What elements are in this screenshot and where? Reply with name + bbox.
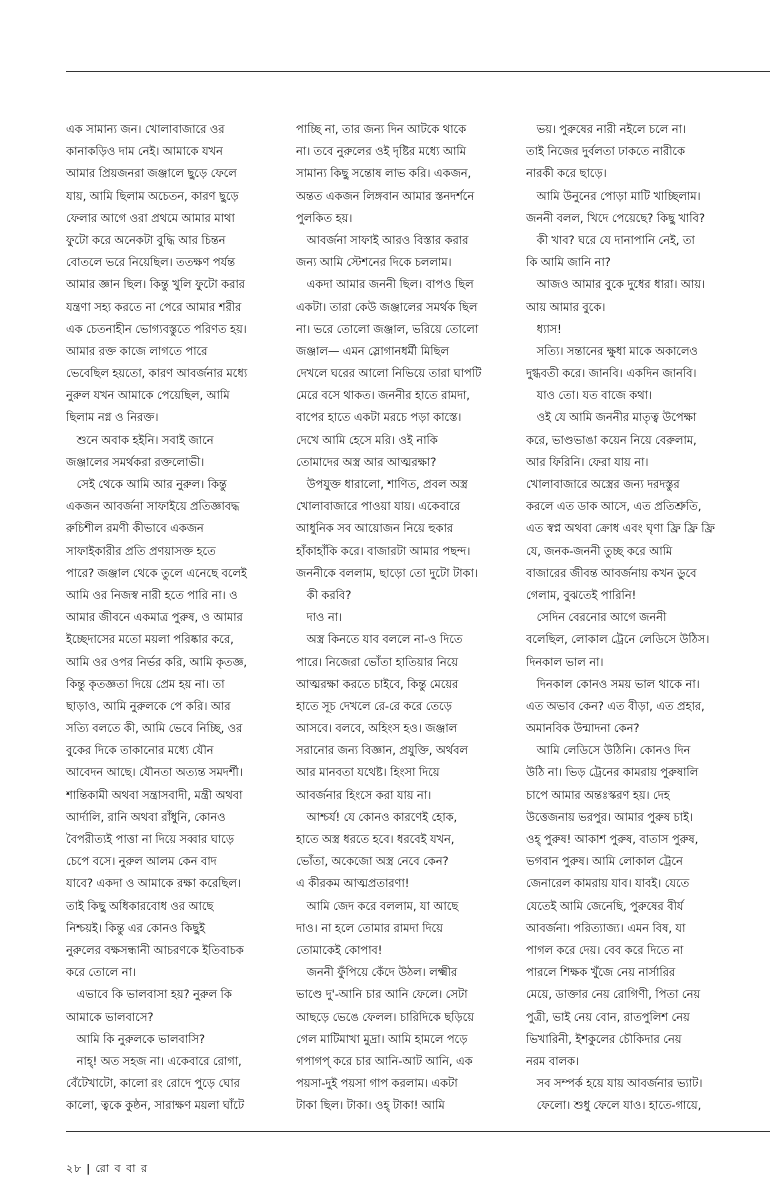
text-line: সত্যি বলতে কী, আমি ভেবে নিচ্ছি, ওর [66,721,243,736]
text-line: বৈপরীত্যই পাত্তা না দিয়ে সব্বার ঘাড়ে [66,832,234,846]
text-line: নরম বালক। [526,1053,579,1068]
text-line: পাচ্ছি না, তার জন্য দিন আটকে থাকে [296,122,467,136]
text-line: আমাকে ভালবাসে? [66,1009,154,1024]
text-line: বোতলে ভরে নিয়েছিল। ততক্ষণ পর্যন্ত [66,255,235,270]
text-line: চেপে বসে। নুরুল আলম কেন বাদ [66,854,217,869]
text-line: ইচ্ছেদাসের মতো ময়লা পরিষ্কার করে, [66,632,234,647]
text-line: শান্তিকামী অথবা সন্ত্রাসবাদী, মন্ত্রী অথবা [66,787,243,802]
text-line: করলে এত ডাক আসে, এত প্রতিশ্রুতি, [526,499,702,514]
text-line: তাই কিছু অধিকারবোধ ওর আছে [66,898,214,913]
text-line: দেখলে ঘরের আলো নিভিয়ে তারা ঘাপটি [296,366,482,381]
text-line: আমি ওর নিজস্ব নারী হতে পারি না। ও [66,587,238,602]
text-line: আর ফিরিনি। ফেরা যায় না। [526,454,649,469]
text-line: এক সামান্য জন। খোলাবাজারে ওর [66,122,225,136]
text-line: নাহ্! অত সহজ না। একেবারে রোগা, [66,1053,242,1068]
text-line: শুনে অবাক হইনি। সবাই জানে [66,432,214,447]
text-line: অস্ত্র কিনতে যাব বললে না-ও দিতে [296,632,463,647]
text-line: ফেলার আগে ওরা প্রথমে আমার মাথা [66,210,235,225]
text-line: যাও তো। যত বাজে কথা। [526,388,652,403]
text-line [526,1116,742,1118]
text-line: ফেলো। শুধু ফেলে যাও। হাতে-গায়ে, [526,1098,702,1113]
header-rule [66,71,770,72]
text-line: হাতে সূচ দেখলে রে-রে করে তেড়ে [296,698,452,713]
page-footer [66,1160,148,1179]
text-line: আছড়ে ভেঙে ফেলল। চারিদিকে ছড়িয়ে [296,1009,474,1024]
text-line: যন্ত্রণা সহ্য করতে না পেরে আমার শরীর [66,299,242,314]
text-column-1 [66,118,282,1118]
text-line: যেতেই আমি জেনেছি, পুরুষের বীর্য [526,898,684,913]
text-line: কী করবি? [296,587,352,602]
text-line: এক চেতনাহীন ভোগ্যবস্তুতে পরিণত হয়। [66,321,247,336]
text-line [66,1116,282,1118]
text-line: উত্তেজনায় ভরপুর। আমার পুরুষ চাই। [526,809,693,824]
text-line: দাও। না হলে তোমার রামদা দিয়ে [296,920,443,935]
text-line: অমানবিক উন্মাদনা কেন? [526,721,640,736]
text-line: উঠি না। ভিড় ট্রেনের কামরায় পুরুষালি [526,765,699,780]
text-line: আধুনিক সব আয়োজন নিয়ে হুকার [296,521,454,536]
text-line: আশ্চর্য! যে কোনও কারণেই হোক, [296,809,458,824]
text-line: এত স্বপ্ন অথবা ক্রোধ এবং ঘৃণা ফ্রি ফ্রি ফ্রি [526,521,715,536]
text-line: খোলাবাজারে পাওয়া যায়। একেবারে [296,499,461,514]
text-line: কালো, ত্বকে কুষ্ঠন, সারাক্ষণ ময়লা ঘাঁটে [66,1098,245,1113]
text-line: সত্যি। সন্তানের ক্ষুধা মাকে অকালেও [526,343,698,358]
text-line: নুরুলের বক্ষসন্ধানী আচরণকে ইতিবাচক [66,942,244,957]
text-line: আসবে। বলবে, অহিংস হও। জঞ্জাল [296,721,458,736]
text-line: ভয়। পুরুষের নারী নইলে চলে না। [526,122,686,136]
text-line: সাফাইকারীর প্রতি প্রণয়াসক্ত হতে [66,543,216,558]
text-line: তোমাদের অস্ত্র আর আত্মরক্ষা? [296,454,437,469]
text-line: আমি ওর ওপর নির্ভর করি, আমি কৃতজ্ঞ, [66,654,247,669]
text-line: আর্দালি, রানি অথবা রাঁধুনি, কোনও [66,809,226,824]
text-line: করে তোলে না। [66,965,136,980]
page-number: ২৮ [66,1162,83,1175]
text-line: জন্য আমি স্টেশনের দিকে চললাম। [296,255,452,270]
text-line: উপযুক্ত ধারালো, শাণিত, প্রবল অস্ত্র [296,477,468,491]
text-line: জননীকে বললাম, ছাড়ো তো দুটো টাকা। [296,565,478,580]
text-line: বলেছিল, লোকাল ট্রেনে লেডিসে উঠিস। [526,632,710,647]
text-line: ভেবেছিল হয়তো, কারণ আবর্জনার মধ্যে [66,366,248,381]
text-line: পারলে শিক্ষক খুঁজে নেয় নার্সারির [526,965,676,980]
text-line: ছিলাম নগ্ন ও নিরক্ত। [66,410,159,425]
text-line: অন্তত একজন লিঙ্গবান আমার স্তনদর্শনে [296,188,475,203]
text-line: কিন্তু কৃতজ্ঞতা দিয়ে প্রেম হয় না। তা [66,676,225,691]
text-line: ফুটো করে অনেকটা বুদ্ধি আর চিন্তন [66,232,226,247]
text-line: নারকী করে ছাড়ে। [526,166,607,181]
footer-rule [66,1131,770,1132]
text-line: সেই থেকে আমি আর নুরুল। কিন্তু [66,477,227,491]
text-line [296,1116,512,1118]
text-line: মেরে বসে থাকত। জননীর হাতে রামদা, [296,388,470,403]
text-line: আমার রক্ত কাজে লাগতে পারে [66,343,208,358]
text-column-2 [296,118,512,1118]
text-line: আবর্জনার হিংসে করা যায় না। [296,787,432,802]
text-line: জননী ফুঁপিয়ে কেঁদে উঠল। লক্ষ্মীর [296,965,458,980]
text-line: একটা। তারা কেউ জঞ্জালের সমর্থক ছিল [296,299,478,314]
text-line: ওহ্ পুরুষ! আকাশ পুরুষ, বাতাস পুরুষ, [526,832,699,846]
text-line: বাপের হাতে একটা মরচে পড়া কাস্তে। [296,410,462,425]
text-line: মেয়ে, ডাক্তার নেয় রোগিণী, পিতা নেয় [526,987,701,1002]
text-line: জঞ্জাল— এমন স্লোগানধর্মী মিছিল [296,343,449,358]
text-line: বেঁটেখাটো, কালো রং রোদে পুড়ে ঘোর [66,1076,240,1091]
text-line: আজও আমার বুকে দুধের ধারা। আয়। [526,277,705,292]
text-line: দাও না। [296,610,342,625]
text-line: তোমাকেই কোপাব! [296,942,383,957]
text-line: আয় আমার বুকে। [526,299,606,314]
text-line: পুলকিত হয়। [296,210,353,225]
text-line: যে, জনক-জননী তুচ্ছ করে আমি [526,543,673,558]
text-line: আমার প্রিয়জনরা জঞ্জালে ছুড়ে ফেলে [66,166,237,181]
text-line: জননী বলল, খিদে পেয়েছে? কিছু খাবি? [526,210,705,225]
text-line: ধ্যাস! [526,321,562,336]
text-line: গপাগপ্ করে চার আনি-আট আনি, এক [296,1053,473,1068]
text-line: নুরুল যখন আমাকে পেয়েছিল, আমি [66,388,230,403]
text-line: ভিখারিনী, ইশকুলের চৌকিদার নেয় [526,1031,682,1046]
text-line: খোলাবাজারে অস্ত্রের জন্য দরদস্তুর [526,477,680,491]
text-line: করে, ভাণ্ডভাঙা কয়েন নিয়ে বেরুলাম, [526,432,697,447]
text-line: একদা আমার জননী ছিল। বাপও ছিল [296,277,474,292]
text-line: সেদিন বেরনোর আগে জননী [526,610,667,625]
text-line: দুগ্ধবতী করে। জানবি। একদিন জানবি। [526,366,697,381]
text-line: ওই যে আমি জননীর মাতৃত্ব উপেক্ষা [526,410,697,425]
text-line: চাপে আমার অন্তঃস্করণ হয়। দেহ [526,787,670,802]
text-line: দিনকাল কোনও সময় ভাল থাকে না। [526,676,700,691]
text-line: আবর্জনা। পরিত্যাজ্য। এমন বিষ, যা [526,920,686,935]
publication-name: রো ব বা র [95,1162,149,1175]
text-line: ভাণ্ডে দু'-আনি চার আনি ফেলে। সেটা [296,987,468,1002]
text-line: আমি লেডিসে উঠিনি। কোনও দিন [526,743,691,758]
text-line: বুকের দিকে তাকানোর মধ্যে যৌন [66,743,214,758]
text-line: কানাকড়িও দাম নেই। আমাকে যখন [66,144,223,159]
text-line: হাঁকাহাঁকি করে। বাজারটা আমার পছন্দ। [296,543,471,558]
text-line: একজন আবর্জনা সাফাইয়ে প্রতিজ্ঞাবদ্ধ [66,499,240,514]
text-line: আমি উনুনের পোড়া মাটি খাচ্ছিলাম। [526,188,701,203]
text-line: সরানোর জন্য বিজ্ঞান, প্রযুক্তি, অর্থবল [296,743,468,758]
text-line: গেলাম, বুঝতেই পারিনি! [526,587,637,602]
text-line: এত অভাব কেন? এত বীড়া, এত প্রহার, [526,698,705,713]
text-line: গেল মাটিমাখা মুদ্রা। আমি হামলে পড়ে [296,1031,468,1046]
text-line: আমি কি নুরুলকে ভালবাসি? [66,1031,205,1046]
text-line: আমি জেদ করে বললাম, যা আছে [296,898,459,913]
text-line: না। তবে নুরুলের ওই দৃষ্টির মধ্যে আমি [296,144,466,159]
text-line: জেনারেল কামরায় যাব। যাবই। যেতে [526,876,690,891]
text-line: আবেদন আছে। যৌনতা অত্যন্ত সমদর্শী। [66,765,243,780]
text-line: পয়সা-দুই পয়সা গাপ করলাম। একটা [296,1076,458,1091]
text-line: হাতে অস্ত্র ধরতে হবে। ধরবেই যখন, [296,832,455,846]
text-line: রুচিশীল রমণী কীভাবে একজন [66,521,204,536]
footer-separator: | [86,1162,92,1175]
text-line: দিনকাল ভাল না। [526,654,604,669]
text-line: জঞ্জালের সমর্থকরা রক্তলোভী। [66,454,205,469]
text-line: ভোঁতা, অকেজো অস্ত্র নেবে কেন? [296,854,449,869]
text-line: নিশ্চয়ই। কিন্তু এর কোনও কিছুই [66,920,206,935]
text-line: ছাড়াও, আমি নুরুলকে পে করি। আর [66,698,231,713]
text-line: আত্মরক্ষা করতে চাইবে, কিন্তু মেয়ের [296,676,459,691]
text-line: বাজারের জীবন্ত আবর্জনায় কখন ডুবে [526,565,697,580]
text-line: এভাবে কি ভালবাসা হয়? নুরুল কি [66,987,232,1002]
text-line: সব সম্পর্ক হয়ে যায় আবর্জনার ভ্যাট। [526,1076,703,1091]
text-line: পুত্রী, ভাই নেয় বোন, রাতপুলিশ নেয় [526,1009,690,1024]
text-line: না। ভরে তোলো জঞ্জাল, ভরিয়ে তোলো [296,321,479,336]
text-line: পারে? জঞ্জাল থেকে তুলে এনেছে বলেই [66,565,247,580]
article-body [66,118,770,1118]
text-line: আবর্জনা সাফাই আরও বিস্তার করার [296,232,469,247]
text-line: সামান্য কিছু সন্তোষ লাভ করি। একজন, [296,166,472,181]
text-line: কী খাব? ঘরে যে দানাপানি নেই, তা [526,232,695,247]
text-line: যায়, আমি ছিলাম অচেতন, কারণ ছুড়ে [66,188,239,203]
text-column-3 [526,118,742,1118]
text-line: যাবে? একদা ও আমাকে রক্ষা করেছিল। [66,876,241,891]
text-line: টাকা ছিল। টাকা। ওহ্ টাকা! আমি [296,1098,445,1113]
text-line: পাগল করে দেয়। বেব করে দিতে না [526,942,684,957]
text-line: কি আমি জানি না? [526,255,611,270]
text-line: ভগবান পুরুষ। আমি লোকাল ট্রেনে [526,854,683,869]
text-line: তাই নিজের দুর্বলতা ঢাকতে নারীকে [526,144,686,159]
text-line: আমার জ্ঞান ছিল। কিন্তু খুলি ফুটো করার [66,277,245,292]
text-line: দেখে আমি হেসে মরি। ওই নাকি [296,432,438,447]
text-line: আর মানবতা যথেষ্ট। হিংসা দিয়ে [296,765,440,780]
text-line: পারে। নিজেরা ভোঁতা হাতিয়ার নিয়ে [296,654,458,669]
text-line: এ কীরকম আত্মপ্রতারণা! [296,876,410,891]
text-line: আমার জীবনে একমাত্র পুরুষ, ও আমার [66,610,243,625]
